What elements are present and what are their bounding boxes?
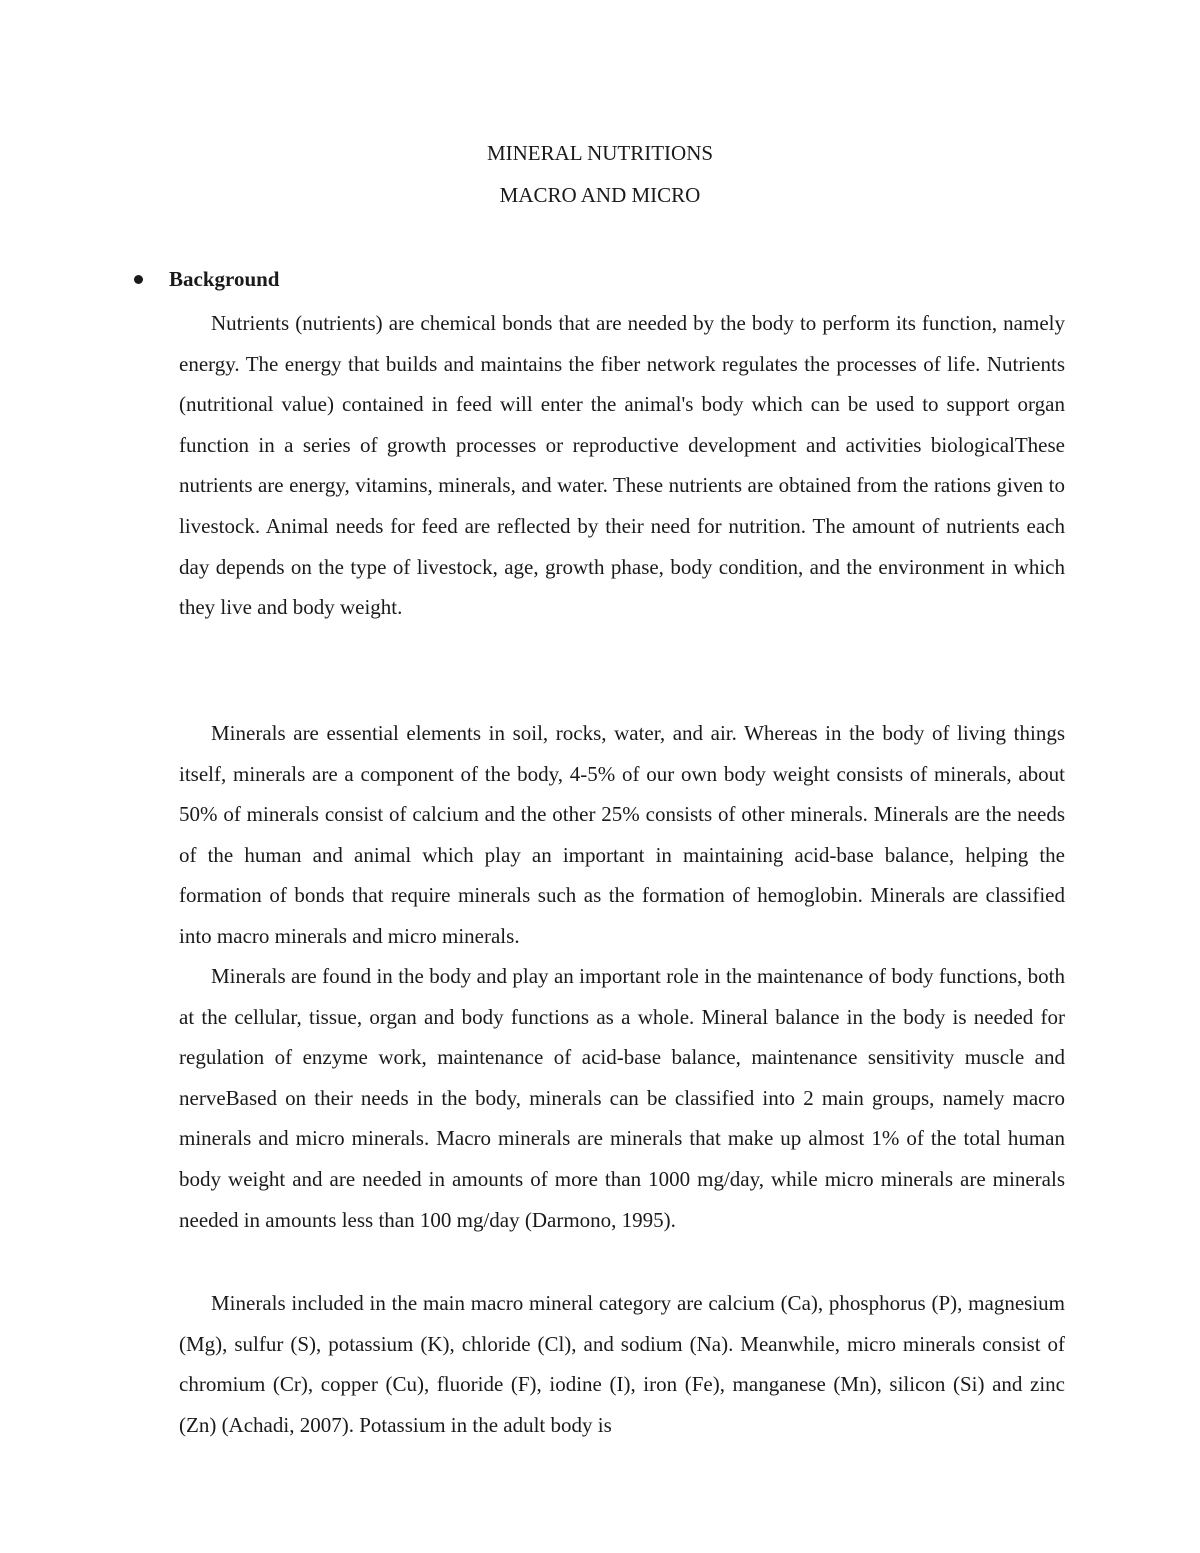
paragraph-nutrients: Nutrients (nutrients) are chemical bonds that are needed by the body to perform its function, namely energy. The energy that builds and maintains the fiber network regulates the processes of life. Nutrients (nutritional value) contained in feed will enter the animal's body which can be used to support organ function in a series of growth processes or reproductive development and activities biologicalThese nutrients are energy, vitamins, minerals, and water. These nutrients are obtained from the rations given to livestock. Animal needs for feed are reflected by their need for nutrition. The amount of nutrients each day depends on the type of livestock, age, growth phase, body condition, and the environment in which they live and body weight. xyxy=(179,311,1065,620)
document-title: MINERAL NUTRITIONS xyxy=(486,141,714,165)
section-heading-row xyxy=(134,265,280,293)
document-subtitle: MACRO AND MICRO xyxy=(499,183,701,207)
paragraph-minerals-functions: Minerals are found in the body and play an important role in the maintenance of body functions, both at the cellular, tissue, organ and body functions as a whole. Mineral balance in the body is needed for regulation of enzyme work, maintenance of acid-base balance, maintenance sensitivity muscle and nerveBased on their needs in the body, minerals can be classified into 2 main groups, namely macro minerals and micro minerals. Macro minerals are minerals that make up almost 1% of the total human body weight and are needed in amounts of more than 1000 mg/day, while micro minerals are minerals needed in amounts less than 100 mg/day (Darmono, 1995). xyxy=(179,964,1065,1232)
bullet-icon xyxy=(134,275,143,284)
paragraph-mineral-categories: Minerals included in the main macro mineral category are calcium (Ca), phosphorus (P), magnesium (Mg), sulfur (S), potassium (K), chloride (Cl), and sodium (Na). Meanwhile, micro minerals consist of chromium (Cr), copper (Cu), fluoride (F), iodine (I), iron (Fe), manganese (Mn), silicon (Si) and zinc (Zn) (Achadi, 2007). Potassium in the adult body is xyxy=(179,1291,1065,1437)
paragraph-minerals-essential: Minerals are essential elements in soil, rocks, water, and air. Whereas in the body of living things itself, minerals are a component of the body, 4-5% of our own body weight consists of minerals, about 50% of minerals consist of calcium and the other 25% consists of other minerals. Minerals are the needs of the human and animal which play an important in maintaining acid-base balance, helping the formation of bonds that require minerals such as the formation of hemoglobin. Minerals are classified into macro minerals and micro minerals. xyxy=(179,721,1065,948)
section-heading: Background xyxy=(169,266,280,291)
